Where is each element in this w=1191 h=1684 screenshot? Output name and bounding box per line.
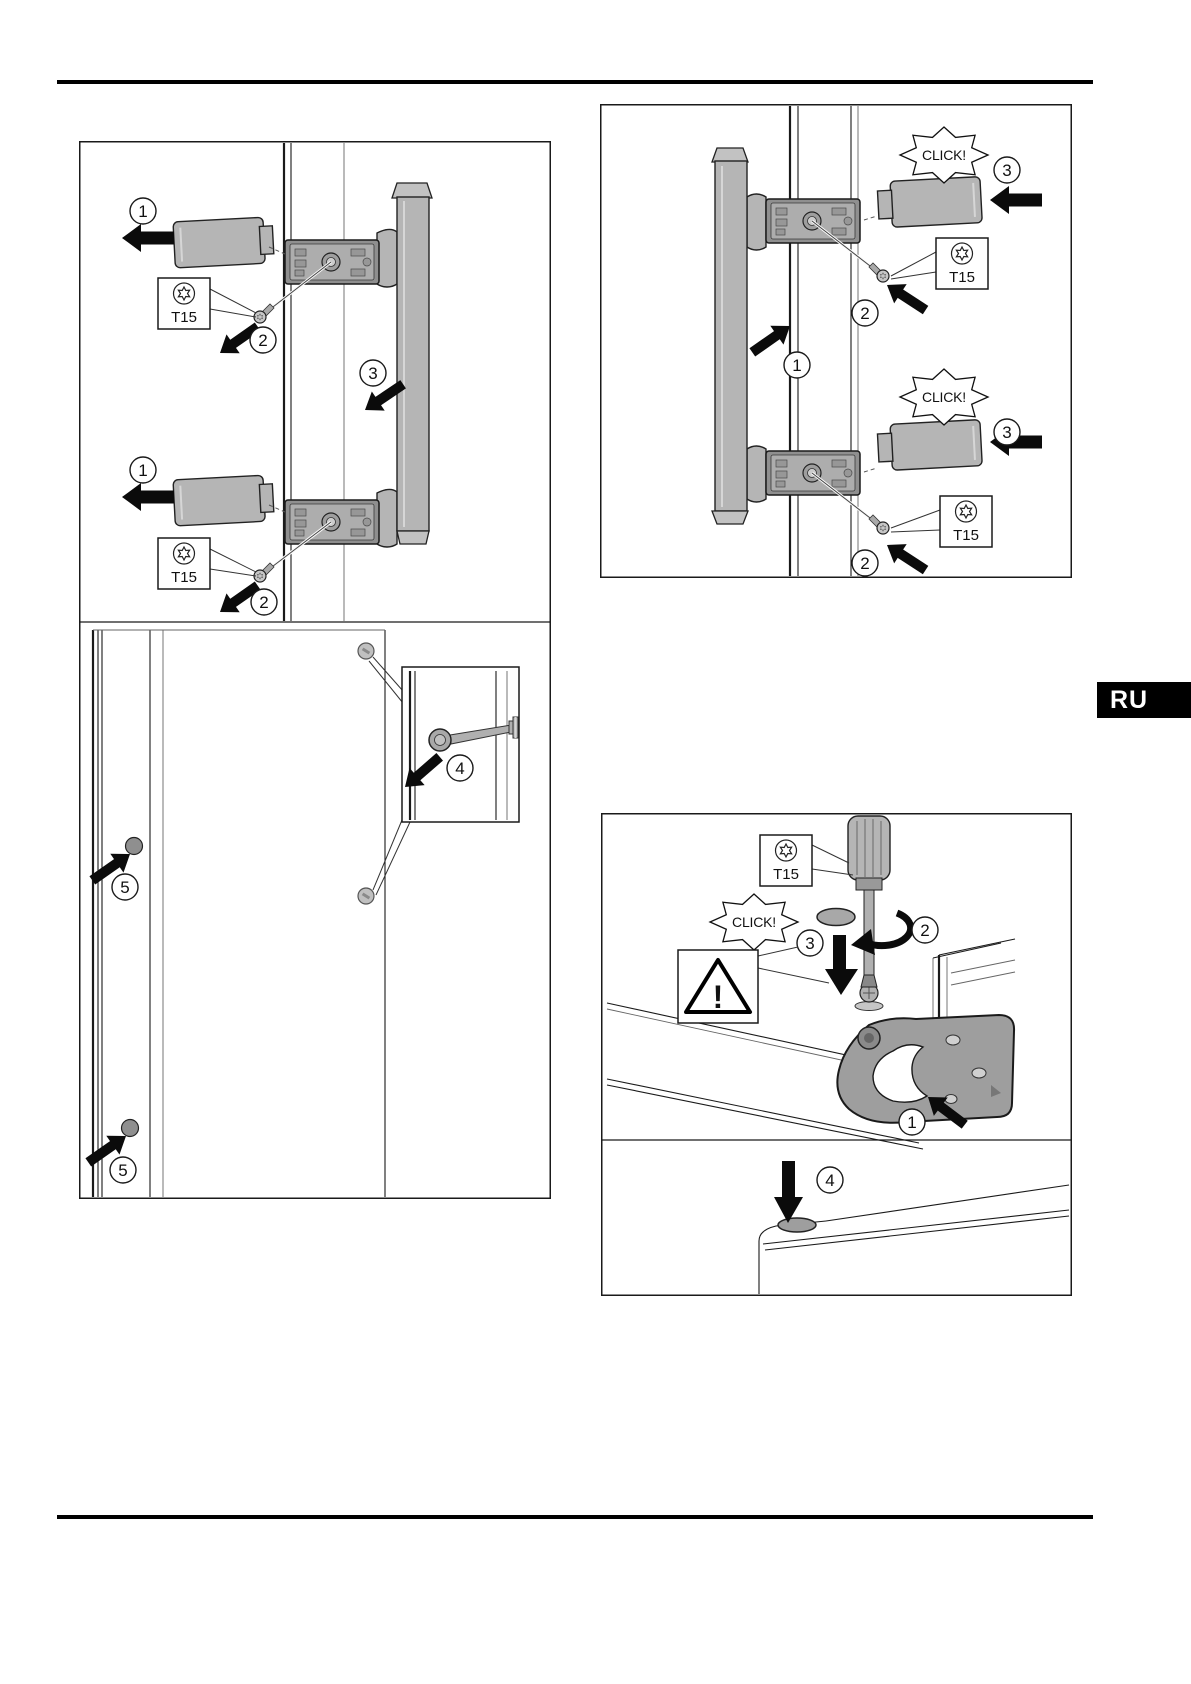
magnified-inset xyxy=(397,667,519,822)
step-circle-2-bottom xyxy=(852,550,878,576)
pull-cover-arrow-bottom xyxy=(122,483,174,511)
torx-size-label: T15 xyxy=(773,866,799,883)
step-circle-5-top xyxy=(112,874,138,900)
step-circle-1 xyxy=(899,1109,925,1135)
figure-handle-removal-and-plugs xyxy=(79,141,551,1199)
cover-cap-bottom xyxy=(173,475,274,526)
cover-cap-top xyxy=(173,217,274,268)
cap-connector-bottom xyxy=(864,468,877,472)
clip-cover-arrow-top xyxy=(990,186,1042,214)
step-number: 1 xyxy=(792,356,802,375)
figure-hinge-install xyxy=(601,813,1072,1296)
step-number: 1 xyxy=(138,202,148,221)
warning-mark: ! xyxy=(712,979,724,1015)
step-number: 5 xyxy=(120,878,130,897)
torx-size-label: T15 xyxy=(953,527,979,544)
hinge-bracket xyxy=(837,1015,1014,1123)
torx-screwdriver xyxy=(848,816,890,987)
torx-screw-bottom xyxy=(869,515,889,534)
step-circle-4 xyxy=(447,755,473,781)
cap-insert-figure xyxy=(759,1161,1069,1294)
press-cap-arrow xyxy=(774,1161,803,1223)
step-circle-1 xyxy=(784,352,810,378)
rotate-arrow-head xyxy=(851,929,875,955)
click-burst-bottom xyxy=(900,369,988,425)
door-handle xyxy=(712,148,766,524)
hinge-cover-cap xyxy=(817,909,855,926)
step-circle-1-bottom xyxy=(130,457,156,483)
handle-mount-plate-top xyxy=(285,240,379,284)
click-label: CLICK! xyxy=(922,389,966,405)
torx-size-label: T15 xyxy=(171,569,197,586)
step-circle-3 xyxy=(797,930,823,956)
plug-hole-bottom xyxy=(358,888,374,904)
cover-cap-top xyxy=(877,177,982,228)
step-number: 2 xyxy=(860,304,870,323)
step-circle-5-bottom xyxy=(110,1157,136,1183)
step-number: 2 xyxy=(258,331,268,350)
step-circle-3 xyxy=(360,360,386,386)
step-circle-3-bottom xyxy=(994,419,1020,445)
screw-in-arrow-bottom xyxy=(881,535,932,578)
hinge-install-figure xyxy=(607,816,1015,1149)
step-number: 3 xyxy=(368,364,378,383)
cap-connector-top xyxy=(864,216,877,220)
step-number: 2 xyxy=(259,593,269,612)
torx-t15-label-bottom xyxy=(940,496,992,547)
torx-screw-top xyxy=(254,304,274,323)
cover-cap-bottom xyxy=(877,420,982,471)
pull-cover-arrow-top xyxy=(122,224,174,252)
plug-hole-top xyxy=(358,643,374,659)
torx-t15-label-top xyxy=(936,238,988,289)
step-number: 2 xyxy=(860,554,870,573)
top-rule xyxy=(57,80,1093,84)
step-number: 1 xyxy=(907,1113,917,1132)
bottom-rule xyxy=(57,1515,1093,1519)
step-number: 3 xyxy=(1002,161,1012,180)
plugs-figure xyxy=(82,630,519,1197)
step-circle-2-top xyxy=(250,327,276,353)
click-burst-top xyxy=(900,127,988,183)
torx-screw-bottom xyxy=(254,563,274,582)
door-handle xyxy=(377,183,432,547)
door-corner-lines xyxy=(759,1185,1069,1294)
language-tab xyxy=(1097,682,1191,718)
step-circle-2-bottom xyxy=(251,589,277,615)
torx-size-label: T15 xyxy=(171,309,197,326)
torx-size-label: T15 xyxy=(949,269,975,286)
step-number: 3 xyxy=(805,934,815,953)
torx-screw-top xyxy=(869,263,889,282)
torx-t15-label-top xyxy=(158,278,210,329)
step-circle-2 xyxy=(912,917,938,943)
click-label: CLICK! xyxy=(922,147,966,163)
step-number: 4 xyxy=(825,1171,835,1190)
hinge-washer xyxy=(855,1002,883,1011)
top-cover-cap xyxy=(778,1218,816,1232)
torx-t15-label xyxy=(760,835,812,886)
plug-bottom xyxy=(122,1120,139,1137)
handle-removal-figure xyxy=(122,143,432,621)
step-number: 5 xyxy=(118,1161,128,1180)
click-burst xyxy=(710,894,798,950)
step-number: 4 xyxy=(455,759,465,778)
step-circle-4 xyxy=(817,1167,843,1193)
plug-top xyxy=(126,838,143,855)
step-circle-1-top xyxy=(130,198,156,224)
step-number: 1 xyxy=(138,461,148,480)
door-edge-lines xyxy=(93,630,385,1197)
door-edge-lines xyxy=(790,106,858,576)
screw-in-arrow-top xyxy=(881,275,932,319)
step-circle-3-top xyxy=(994,157,1020,183)
handle-mount-plate-bottom xyxy=(285,500,379,544)
figure-handle-install xyxy=(600,104,1072,578)
click-label: CLICK! xyxy=(732,914,776,930)
language-tab-label: RU xyxy=(1110,686,1149,714)
warning-callout xyxy=(678,950,758,1023)
step-number: 2 xyxy=(920,921,930,940)
torx-t15-label-bottom xyxy=(158,538,210,589)
step-circle-2-top xyxy=(852,300,878,326)
step-number: 3 xyxy=(1002,423,1012,442)
